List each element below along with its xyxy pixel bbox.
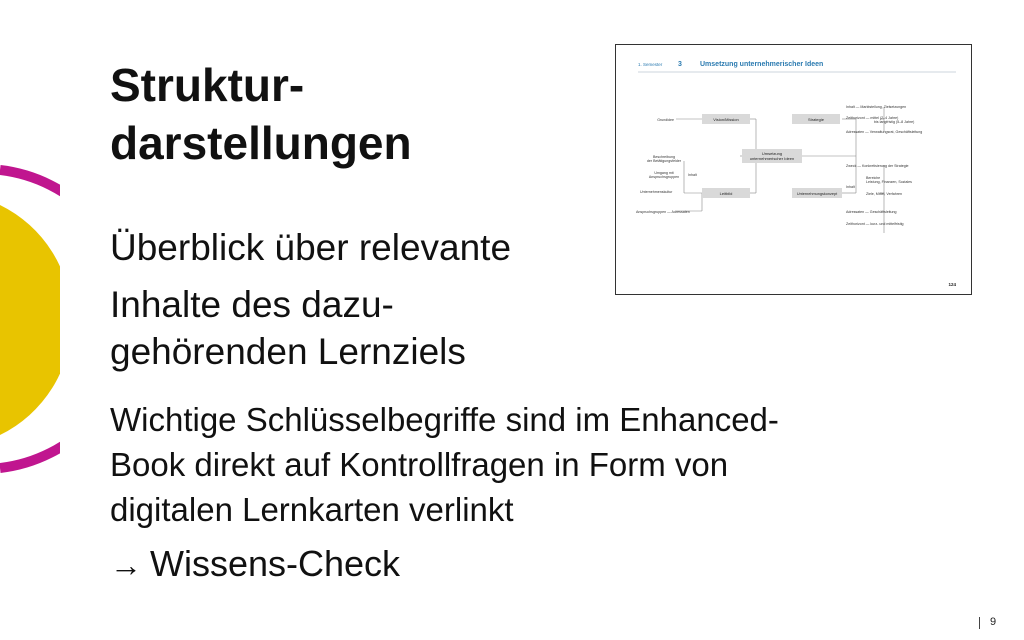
paragraph-overview-line-2: Inhalte des dazu-: [110, 284, 394, 325]
paragraph-overview: [110, 224, 610, 375]
slide-title: [110, 56, 590, 172]
r-bereiche-2: Leistung, Finanzen, Soziales: [866, 180, 912, 184]
thumb-chapter-number: 3: [678, 61, 682, 68]
label-kultur: Unternehmenskultur: [640, 190, 673, 194]
label-beschreibung-2: der Betätigungsfelder: [646, 159, 682, 163]
label-grundidee: Grundidee: [657, 118, 674, 122]
decorative-arcs: [0, 0, 60, 640]
box-umsetzung-label: Unternehmungskonzept: [796, 192, 838, 196]
paragraph-overview-line-1: Überblick über relevante: [110, 227, 512, 268]
structure-diagram: [616, 45, 971, 294]
box-leitbild-label: Leitbild: [719, 191, 733, 196]
r-bereiche-1: Bereiche: [866, 176, 881, 180]
box-strategie-label: Strategie: [807, 117, 825, 122]
wissens-check-text: Wissens-Check: [150, 543, 401, 584]
paragraph-keywords: [110, 397, 950, 532]
r-zeit-1: Zeithorizont — mittel (2–4 Jahre): [846, 116, 899, 120]
box-vision-label: Vision/Mission: [713, 117, 739, 122]
label-inhalt: Inhalt: [688, 173, 697, 177]
r-inhalt-2: Inhalt: [846, 185, 855, 189]
paragraph-keywords-line-1: Wichtige Schlüsselbegriffe sind im Enhanced-: [110, 401, 779, 438]
r-zweck: Zweck — Konkretisierung der Strategie: [846, 164, 909, 168]
thumb-page-number: 124: [948, 282, 956, 287]
title-line-1: Struktur-: [110, 59, 305, 111]
book-page-thumbnail: [615, 44, 972, 295]
footer-divider: [979, 617, 980, 629]
thumb-chapter-title: Umsetzung unternehmerischer Ideen: [700, 61, 824, 68]
paragraph-overview-line-3: gehörenden Lernziels: [110, 331, 466, 372]
title-line-2: darstellungen: [110, 117, 412, 169]
thumb-header-small: 1. Semester: [638, 62, 663, 67]
paragraph-wissens-check: [110, 541, 400, 588]
paragraph-keywords-line-2: Book direkt auf Kontrollfragen in Form von: [110, 446, 729, 483]
label-adressaten-left: Anspruchsgruppen — Adressaten: [636, 210, 690, 214]
label-umgang-1: Umgang mit: [654, 171, 674, 175]
box-center-line-1: Umsetzung: [761, 151, 783, 156]
r-adressaten-2: Adressaten — Geschäftsleitung: [846, 210, 897, 214]
paragraph-keywords-line-3: digitalen Lernkarten verlinkt: [110, 491, 514, 528]
r-ziele: Ziele, Mittel, Verfahren: [866, 192, 902, 196]
r-zeit-2: bis langfristig (5–8 Jahre): [874, 120, 915, 124]
r-adressaten-1: Adressaten — Verwaltungsrat, Geschäftsleitung: [846, 130, 923, 134]
page-number: 9: [990, 616, 997, 628]
label-umgang-2: Anspruchsgruppen: [648, 175, 680, 179]
r-inhalt: Inhalt — Marktstellung, Zielsetzungen: [846, 105, 907, 109]
label-beschreibung-1: Beschreibung: [653, 155, 675, 159]
box-center-line-2: unternehmerischer Ideen: [749, 156, 795, 161]
yellow-arc: [0, 205, 60, 435]
arrow-right-icon: →: [110, 547, 142, 583]
r-zeit-3: Zeithorizont — kurz- und mittelfristig: [846, 222, 904, 226]
